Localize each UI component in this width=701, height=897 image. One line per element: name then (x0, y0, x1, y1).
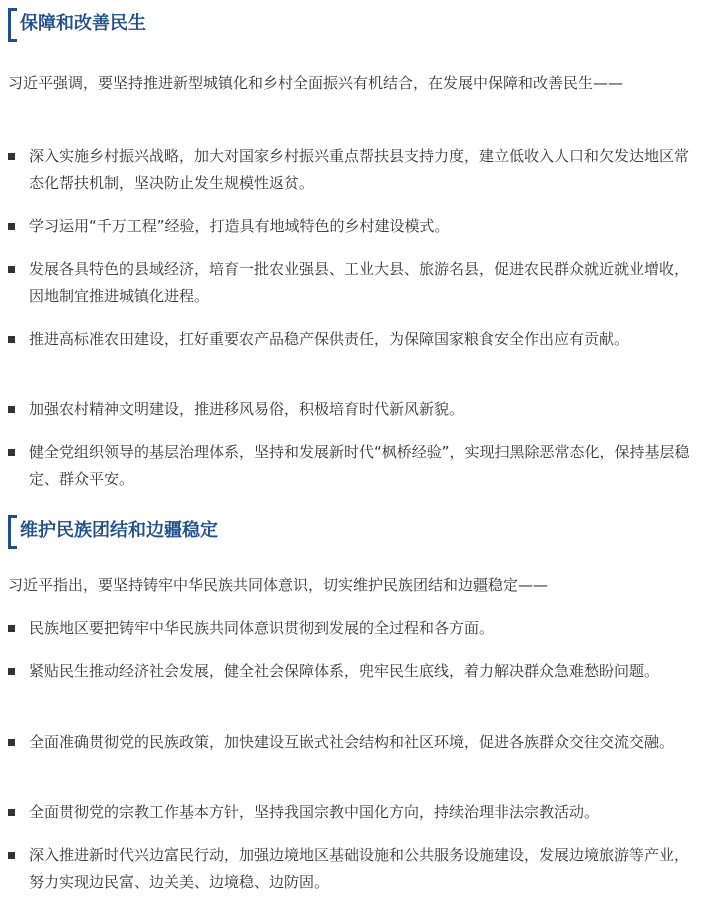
list-item-text: 推进高标准农田建设，扛好重要农产品稳产保供责任，为保障国家粮食安全作出应有贡献。 (29, 330, 630, 348)
list-item (8, 799, 690, 826)
square-bullet-icon (8, 266, 15, 273)
list-item (8, 396, 690, 423)
section-intro: 习近平指出，要坚持铸牢中华民族共同体意识，切实维护民族团结和边疆稳定—— (8, 576, 549, 594)
list-item (8, 842, 690, 896)
section-intro: 习近平强调，要坚持推进新型城镇化和乡村全面振兴有机结合，在发展中保障和改善民生—— (8, 74, 624, 92)
square-bullet-icon (8, 336, 15, 343)
list-item (8, 143, 690, 197)
list-item (8, 729, 690, 756)
list-item (8, 213, 690, 240)
list-item (8, 658, 690, 685)
square-bullet-icon (8, 739, 15, 746)
section-heading-ethnic-unity (8, 515, 408, 549)
list-item-text: 全面贯彻党的宗教工作基本方针，坚持我国宗教中国化方向，持续治理非法宗教活动。 (29, 803, 600, 821)
square-bullet-icon (8, 406, 15, 413)
list-item-text: 加强农村精神文明建设，推进移风易俗，积极培育时代新风新貌。 (29, 400, 465, 418)
list-item-text: 学习运用“千万工程”经验，打造具有地域特色的乡村建设模式。 (29, 217, 450, 235)
heading-bracket-icon (8, 8, 17, 42)
square-bullet-icon (8, 625, 15, 632)
list-item-text: 紧贴民生推动经济社会发展，健全社会保障体系，兜牢民生底线，着力解决群众急难愁盼问题。 (29, 662, 660, 680)
square-bullet-icon (8, 668, 15, 675)
list-item-text: 深入推进新时代兴边富民行动，加强边境地区基础设施和公共服务设施建设，发展边境旅游等产业，努力实现边民富、边关美、边境稳、边防固。 (29, 846, 690, 891)
square-bullet-icon (8, 153, 15, 160)
square-bullet-icon (8, 223, 15, 230)
section-title: 维护民族团结和边疆稳定 (20, 520, 218, 541)
list-item (8, 326, 690, 353)
list-item-text: 健全党组织领导的基层治理体系，坚持和发展新时代“枫桥经验”，实现扫黑除恶常态化，保持基层稳定、群众平安。 (29, 443, 690, 488)
heading-bracket-icon (8, 515, 17, 549)
square-bullet-icon (8, 449, 15, 456)
list-item (8, 256, 690, 310)
list-item-text: 全面准确贯彻党的民族政策，加快建设互嵌式社会结构和社区环境，促进各族群众交往交流交融。 (29, 733, 675, 751)
list-item-text: 民族地区要把铸牢中华民族共同体意识贯彻到发展的全过程和各方面。 (29, 619, 495, 637)
square-bullet-icon (8, 809, 15, 816)
list-item (8, 439, 690, 493)
square-bullet-icon (8, 852, 15, 859)
section-title: 保障和改善民生 (20, 13, 146, 34)
list-item-text: 发展各具特色的县域经济，培育一批农业强县、工业大县、旅游名县，促进农民群众就近就业增收，因地制宜推进城镇化进程。 (29, 260, 690, 305)
section-heading-livelihood (8, 8, 408, 42)
list-item-text: 深入实施乡村振兴战略，加大对国家乡村振兴重点帮扶县支持力度，建立低收入人口和欠发达地区常态化帮扶机制，坚决防止发生规模性返贫。 (29, 147, 690, 192)
list-item (8, 615, 690, 642)
